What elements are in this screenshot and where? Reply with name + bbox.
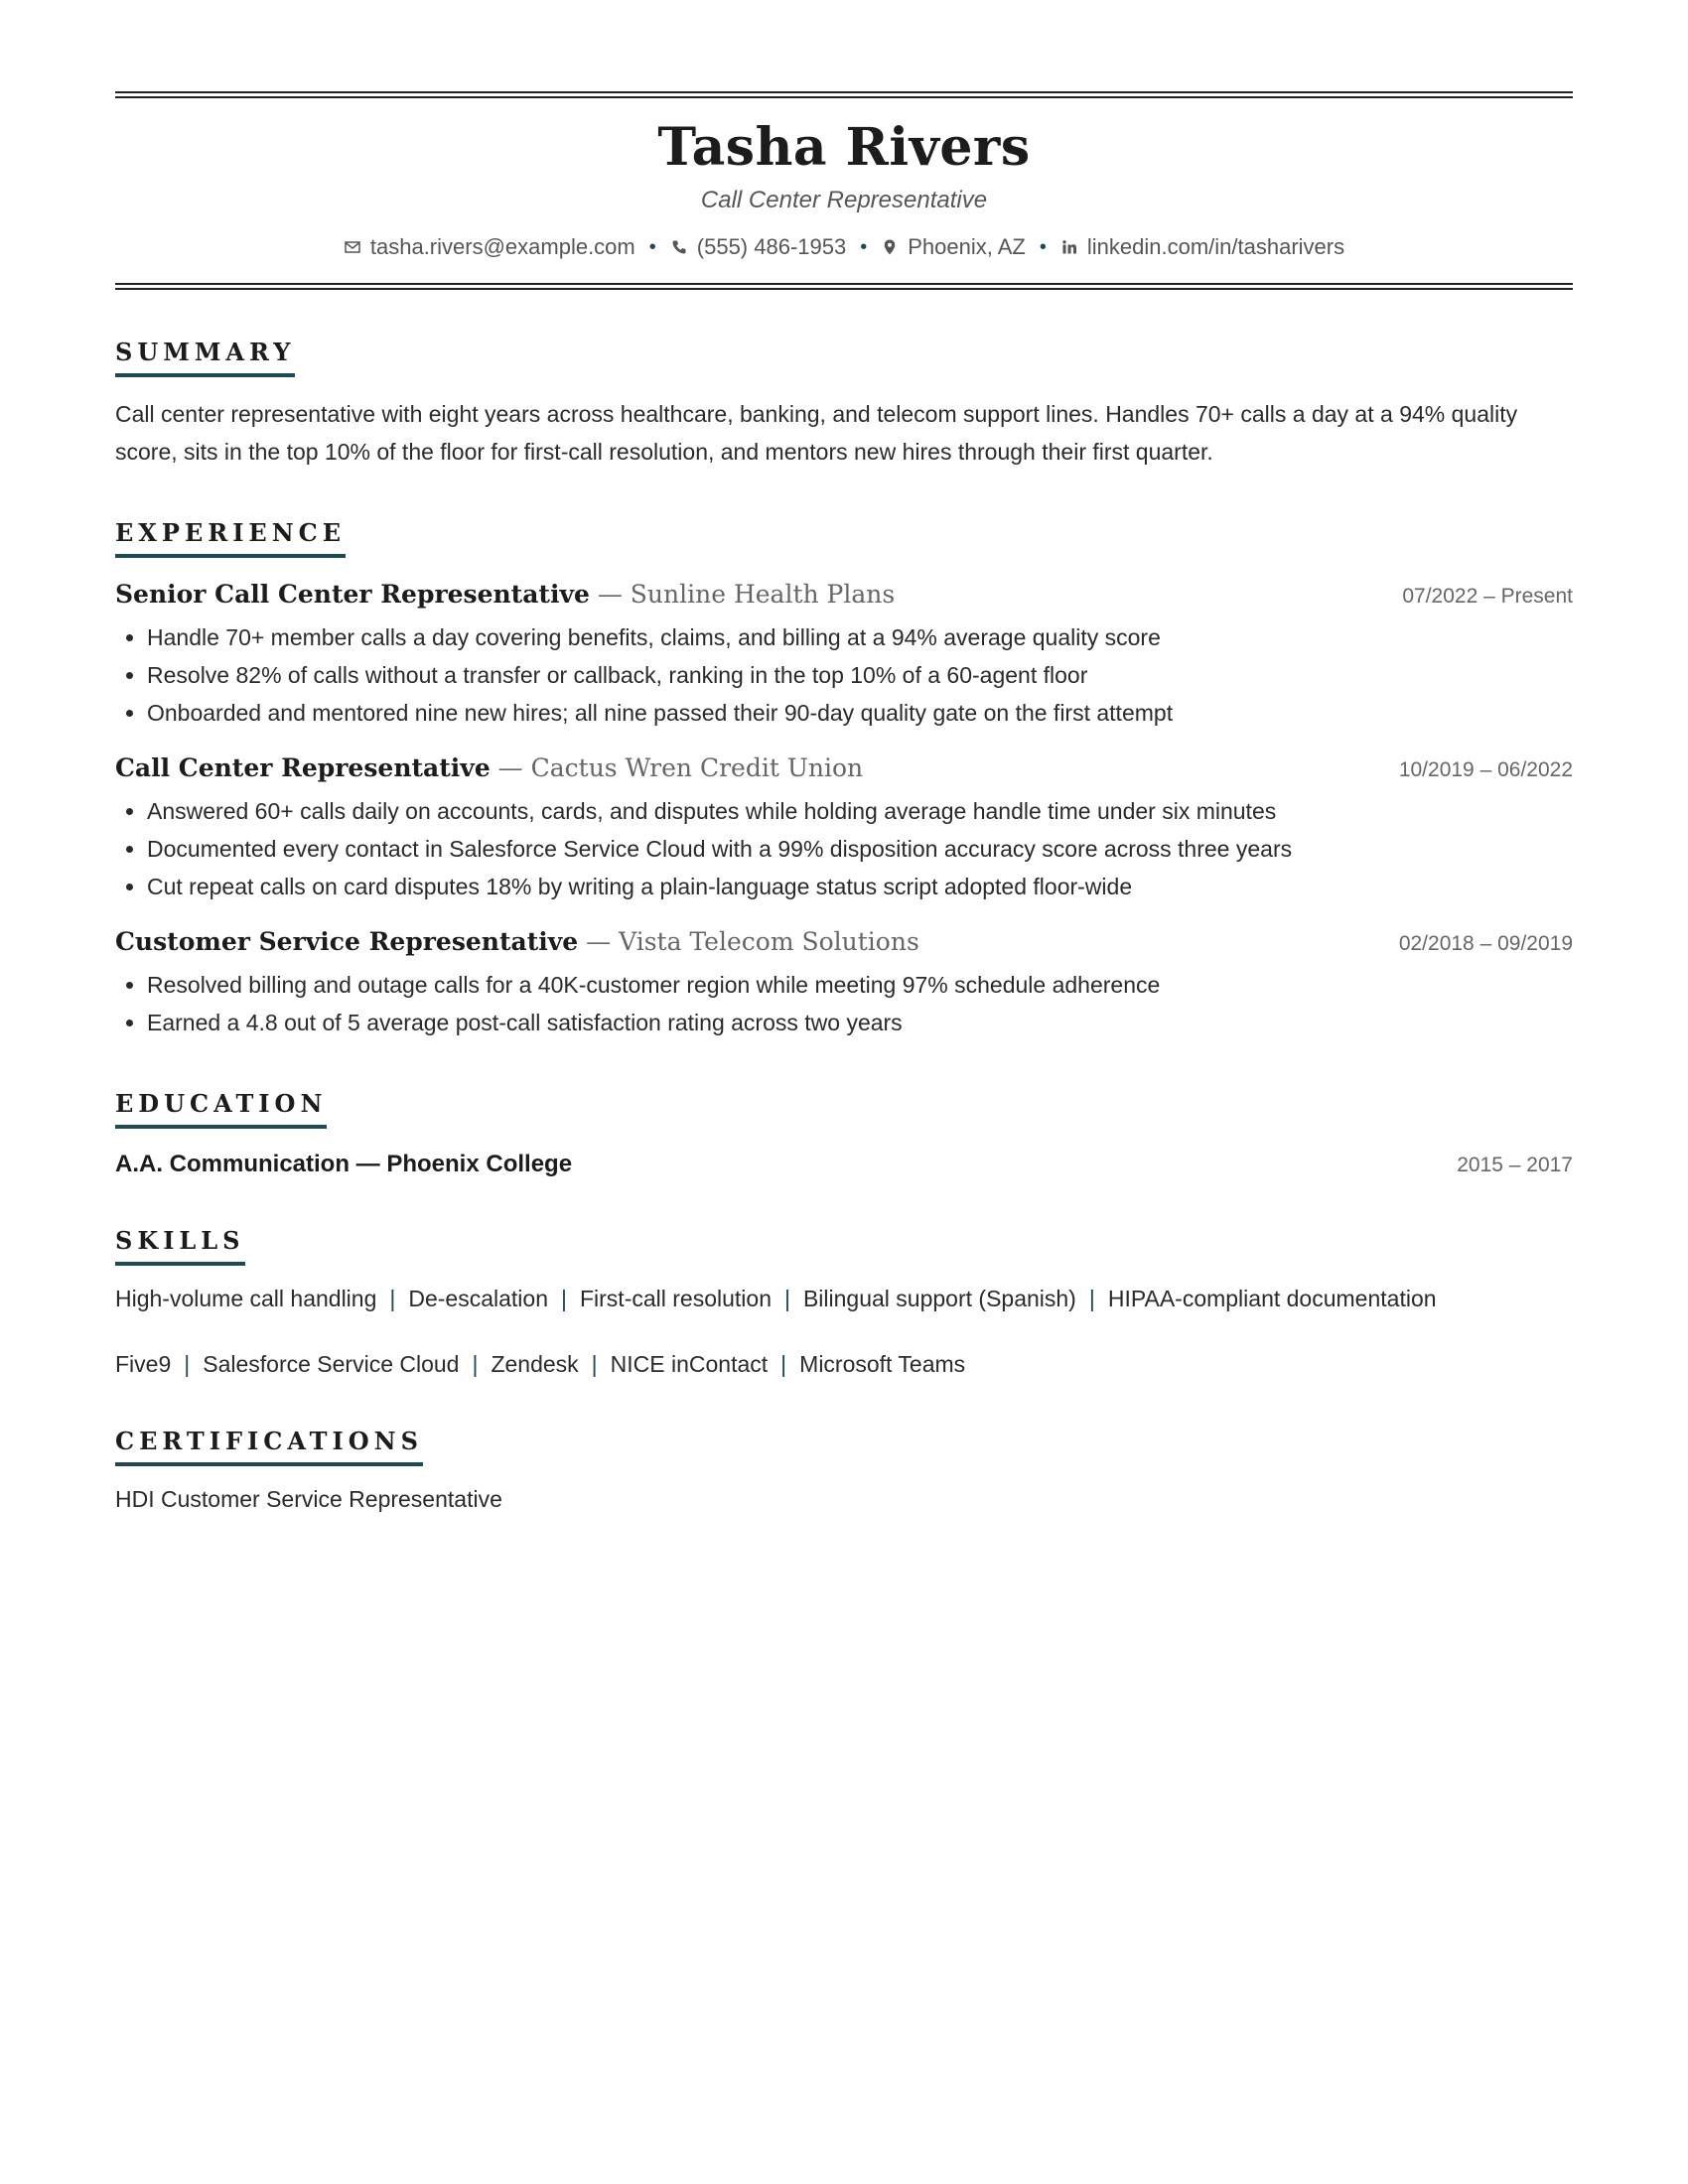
linkedin-text: linkedin.com/in/tasharivers [1086, 234, 1345, 259]
contact-separator: • [648, 236, 656, 258]
skills-line [115, 1284, 1573, 1313]
linkedin-icon [1060, 238, 1078, 256]
skills-section [115, 1226, 1573, 1379]
job-bullet: • Earned a 4.8 out of 5 average post-call satisfaction rating across two years [147, 1004, 1573, 1041]
job-entry [115, 927, 1573, 1041]
skill-item: Five9 [115, 1351, 172, 1377]
skills-line [115, 1349, 1573, 1379]
skill-separator: | [184, 1351, 191, 1377]
job-dates: 07/2022 – Present [1402, 585, 1573, 608]
skill-separator: | [783, 1286, 790, 1311]
contact-email[interactable] [344, 233, 635, 261]
skill-separator: | [1088, 1286, 1095, 1311]
contact-linkedin[interactable] [1060, 233, 1344, 261]
skill-item: First-call resolution [579, 1286, 772, 1311]
education-entry [115, 1151, 1573, 1178]
job-bullet: • Resolved billing and outage calls for a 40K-customer region while meeting 97% schedule adherence [147, 966, 1573, 1004]
location-text: Phoenix, AZ [908, 234, 1026, 259]
certification-item: HDI Customer Service Representative [115, 1486, 502, 1512]
section-heading-education: EDUCATION [115, 1089, 327, 1129]
job-role: Call Center Representative [115, 753, 491, 782]
job-bullets [115, 792, 1573, 905]
job-company: — Sunline Health Plans [589, 580, 896, 609]
summary-text: Call center representative with eight years across healthcare, banking, and telecom support lines. Handles 70+ calls a day at a 94% quality score, sits in the top 10% of the floor for first-call resolution, and mentors new hires through their first quarter. [115, 401, 1518, 465]
job-bullet: • Handle 70+ member calls a day covering benefits, claims, and billing at a 94% average quality score [147, 618, 1573, 656]
phone-icon [670, 238, 688, 256]
resume-page [115, 91, 1573, 1514]
job-bullet: • Resolve 82% of calls without a transfer or callback, ranking in the top 10% of a 60-agent floor [147, 656, 1573, 694]
skill-separator: | [561, 1286, 567, 1311]
job-bullet: • Documented every contact in Salesforce Service Cloud with a 99% disposition accuracy score across three years [147, 830, 1573, 868]
job-header [115, 753, 1573, 782]
job-bullet: • Answered 60+ calls daily on accounts, cards, and disputes while holding average handle time under six minutes [147, 792, 1573, 830]
education-degree: A.A. Communication — Phoenix College [115, 1151, 573, 1177]
job-bullets [115, 966, 1573, 1041]
skill-separator: | [389, 1286, 396, 1311]
job-company: — Vista Telecom Solutions [578, 927, 919, 956]
job-header [115, 927, 1573, 956]
job-company: — Cactus Wren Credit Union [490, 753, 864, 782]
contact-separator: • [1039, 236, 1047, 258]
education-section [115, 1089, 1573, 1178]
job-dates: 10/2019 – 06/2022 [1398, 758, 1573, 781]
education-dates: 2015 – 2017 [1457, 1154, 1573, 1176]
summary-section [115, 338, 1573, 471]
contact-separator: • [860, 236, 868, 258]
skill-item: De-escalation [408, 1286, 548, 1311]
experience-section [115, 518, 1573, 1041]
skill-item: Microsoft Teams [799, 1351, 966, 1377]
job-header [115, 580, 1573, 609]
candidate-title: Call Center Representative [700, 187, 988, 213]
phone-text: (555) 486-1953 [696, 234, 847, 259]
job-role: Customer Service Representative [115, 927, 579, 956]
contact-line [115, 233, 1573, 261]
skill-item: NICE inContact [610, 1351, 769, 1377]
skill-item: Zendesk [491, 1351, 579, 1377]
skill-item: HIPAA-compliant documentation [1107, 1286, 1437, 1311]
candidate-name: Tasha Rivers [657, 117, 1031, 178]
contact-phone[interactable] [670, 233, 846, 261]
email-text: tasha.rivers@example.com [369, 234, 635, 259]
job-bullet: • Cut repeat calls on card disputes 18% by writing a plain-language status script adopted floor-wide [147, 868, 1573, 905]
certifications-section [115, 1427, 1573, 1514]
contact-location [881, 233, 1026, 261]
job-entry [115, 580, 1573, 732]
resume-header [115, 98, 1573, 283]
section-heading-experience: EXPERIENCE [115, 518, 346, 558]
job-bullets [115, 618, 1573, 732]
skill-item: Bilingual support (Spanish) [802, 1286, 1076, 1311]
job-dates: 02/2018 – 09/2019 [1398, 932, 1573, 955]
map-pin-icon [881, 238, 899, 256]
job-entry [115, 753, 1573, 905]
header-top-rule [115, 91, 1573, 98]
section-heading-certifications: CERTIFICATIONS [115, 1427, 423, 1466]
skill-separator: | [591, 1351, 598, 1377]
job-bullet: • Onboarded and mentored nine new hires; all nine passed their 90-day quality gate on the first attempt [147, 694, 1573, 732]
section-heading-skills: SKILLS [115, 1226, 245, 1266]
header-bottom-rule [115, 283, 1573, 290]
skill-separator: | [780, 1351, 787, 1377]
mail-icon [344, 238, 361, 256]
job-role: Senior Call Center Representative [115, 580, 590, 609]
skill-item: High-volume call handling [115, 1286, 377, 1311]
section-heading-summary: SUMMARY [115, 338, 295, 377]
skill-item: Salesforce Service Cloud [203, 1351, 460, 1377]
skill-separator: | [472, 1351, 479, 1377]
